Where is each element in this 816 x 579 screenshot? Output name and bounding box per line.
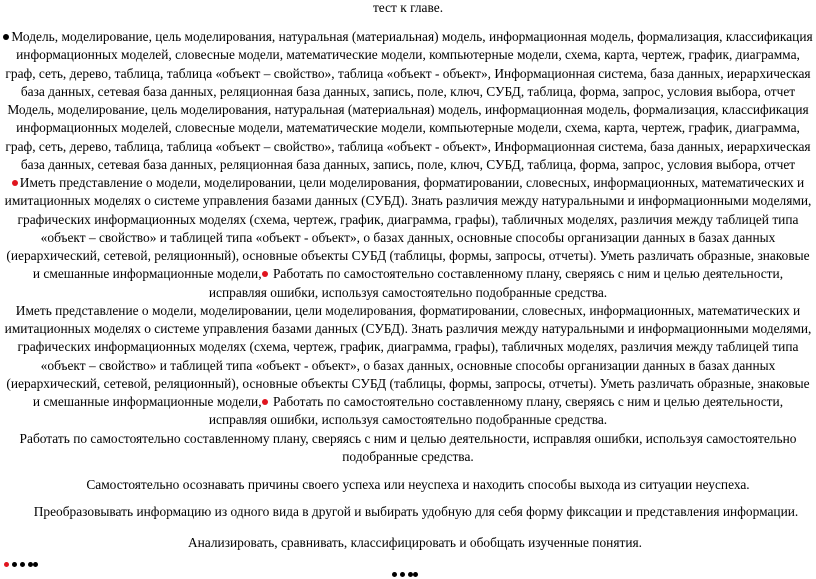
text-line: (иерархический, сетевой, реляционный), основные объекты СУБД (таблицы, формы, запросы, отчеты). Уметь различать образные, знаковые <box>6 376 810 391</box>
text-line: и смешанные информационные модели, Работать по самостоятельно составленному плану, сверяясь с ним и целью деятельности, <box>32 266 784 281</box>
bullet-red-icon <box>262 399 268 405</box>
bullet-black-icon <box>20 562 25 567</box>
text-line: Иметь представление о модели, моделировании, цели моделирования, форматировании, словесных, информационных, математических и <box>0 173 816 192</box>
text-line: база данных, сетевая база данных, реляционная база данных, запись, поле, ключ, СУБД, таблица, форма, запрос, условия выбора, отчет <box>20 157 796 172</box>
text-line: Работать по самостоятельно составленному плану, сверяясь с ним и целью деятельности, исправляя ошибки, используя самостоятельно <box>19 431 797 446</box>
statement-reflect: Самостоятельно осознавать причины своего успеха или неуспеха и находить способы выхода из ситуации неуспеха. <box>86 477 750 492</box>
text-line: Модель, моделирование, цель моделирования, натуральная (материальная) модель, информационная модель, формализация, классификация <box>0 27 816 46</box>
bullet-black-icon <box>3 34 9 40</box>
text-line: информационных моделей, словесные модели, математические модели, компьютерные модели, схема, карта, чертеж, график, диаграмма, <box>16 47 800 62</box>
bullet-red-icon <box>262 271 268 277</box>
text-line: Модель, моделирование, цель моделирования, натуральная (материальная) модель, информационная модель, формализация, классификация <box>7 102 809 117</box>
text-line: имитационных моделях о системе управления базами данных (СУБД). Знать различия между натуральными и информационными моделями, <box>4 321 812 336</box>
bullet-red-icon <box>12 180 18 186</box>
text-line: «объект – свойство» и таблицей типа «объект - объект», о базах данных, основные способы организации данных в базах данных <box>40 230 776 245</box>
text-line: и смешанные информационные модели, Работать по самостоятельно составленному плану, сверяясь с ним и целью деятельности, <box>32 394 784 409</box>
text-line: информационных моделей, словесные модели, математические модели, компьютерные модели, схема, карта, чертеж, график, диаграмма, <box>16 120 800 135</box>
statement-transform: Преобразовывать информацию из одного вида в другой и выбирать удобную для себя форму фиксации и представления информации. <box>33 504 799 519</box>
text-line: подобранные средства. <box>342 449 474 464</box>
text-line: исправляя ошибки, используя самостоятельно подобранные средства. <box>208 285 608 300</box>
text-line: исправляя ошибки, используя самостоятельно подобранные средства. <box>208 412 608 427</box>
text-line: «объект – свойство» и таблицей типа «объект - объект», о базах данных, основные способы организации данных в базах данных <box>40 358 776 373</box>
bullet-black-icon <box>33 562 38 567</box>
text-line: граф, сеть, дерево, таблица, таблица «объект – свойство», таблица «объект - объект», Информационная система, база данных, иерархическая <box>5 139 811 154</box>
text-line: Иметь представление о модели, моделировании, цели моделирования, форматировании, словесных, информационных, математических и <box>15 303 801 318</box>
statement-analyze: Анализировать, сравнивать, классифицировать и обобщать изученные понятия. <box>187 535 643 550</box>
text-line: имитационных моделях о системе управления базами данных (СУБД). Знать различия между натуральными и информационными моделями, <box>4 193 812 208</box>
page-title: тест к главе. <box>372 0 444 15</box>
bullet-cluster-left <box>4 556 41 569</box>
text-line: база данных, сетевая база данных, реляционная база данных, запись, поле, ключ, СУБД, таблица, форма, запрос, условия выбора, отчет <box>20 84 796 99</box>
bullet-red-icon <box>4 562 9 567</box>
text-line: графических информационных моделях (схема, чертеж, график, диаграмма, графы), табличных моделях, различия между таблицей типа <box>17 212 799 227</box>
bullet-black-icon <box>12 562 17 567</box>
text-line: граф, сеть, дерево, таблица, таблица «объект – свойство», таблица «объект - объект», Информационная система, база данных, иерархическая <box>5 66 811 81</box>
text-line: (иерархический, сетевой, реляционный), основные объекты СУБД (таблицы, формы, запросы, отчеты). Уметь различать образные, знаковые <box>6 248 810 263</box>
text-line: графических информационных моделях (схема, чертеж, график, диаграмма, графы), табличных моделях, различия между таблицей типа <box>17 339 799 354</box>
